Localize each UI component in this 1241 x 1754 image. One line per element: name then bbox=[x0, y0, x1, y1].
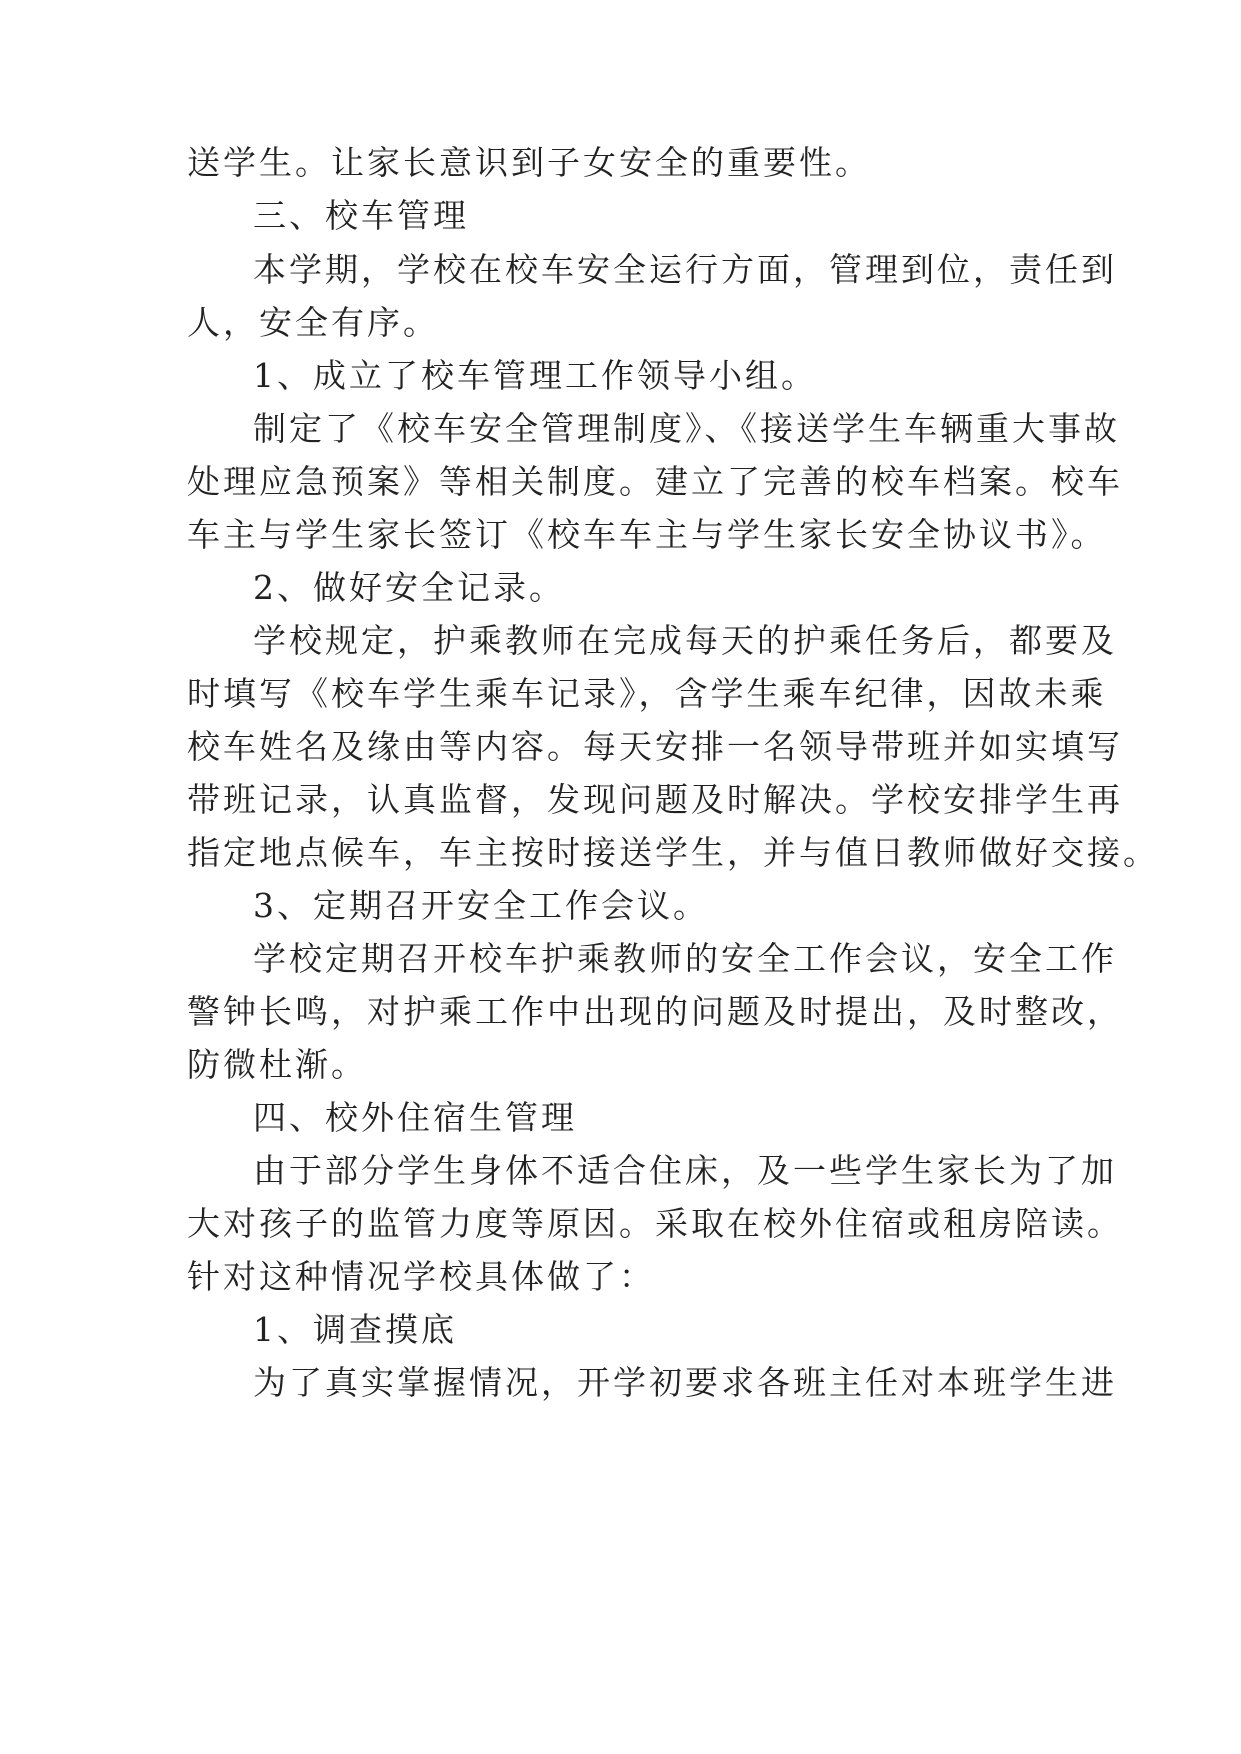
paragraph-line: 时填写《校车学生乘车记录》，含学生乘车纪律，因故未乘 bbox=[187, 674, 1107, 713]
paragraph-line: 本学期，学校在校车安全运行方面，管理到位，责任到 bbox=[253, 250, 1117, 289]
paragraph-line: 指定地点候车，车主按时接送学生，并与值日教师做好交接。 bbox=[187, 833, 1159, 872]
paragraph-line: 校车姓名及缘由等内容。每天安排一名领导带班并如实填写 bbox=[187, 727, 1123, 766]
paragraph-line: 为了真实掌握情况，开学初要求各班主任对本班学生进 bbox=[253, 1363, 1117, 1402]
paragraph-line: 警钟长鸣，对护乘工作中出现的问题及时提出，及时整改， bbox=[187, 992, 1123, 1031]
paragraph-line: 大对孩子的监管力度等原因。采取在校外住宿或租房陪读。 bbox=[187, 1204, 1123, 1243]
section-heading: 三、校车管理 bbox=[253, 196, 469, 235]
paragraph-line: 送学生。让家长意识到子女安全的重要性。 bbox=[187, 143, 871, 182]
subheading: 2、做好安全记录。 bbox=[253, 568, 565, 607]
paragraph-line: 人，安全有序。 bbox=[187, 303, 439, 342]
paragraph-line: 针对这种情况学校具体做了： bbox=[187, 1257, 655, 1296]
subheading: 1、调查摸底 bbox=[253, 1310, 457, 1349]
paragraph-line: 学校规定，护乘教师在完成每天的护乘任务后，都要及 bbox=[253, 621, 1117, 660]
paragraph-line: 学校定期召开校车护乘教师的安全工作会议，安全工作 bbox=[253, 939, 1117, 978]
subheading: 3、定期召开安全工作会议。 bbox=[253, 886, 709, 925]
section-heading: 四、校外住宿生管理 bbox=[253, 1098, 577, 1137]
subheading: 1、成立了校车管理工作领导小组。 bbox=[253, 356, 817, 395]
paragraph-line: 防微杜渐。 bbox=[187, 1045, 367, 1084]
paragraph-line: 带班记录，认真监督，发现问题及时解决。学校安排学生再 bbox=[187, 780, 1123, 819]
paragraph-line: 制定了《校车安全管理制度》、《接送学生车辆重大事故 bbox=[253, 409, 1120, 448]
paragraph-line: 车主与学生家长签订《校车车主与学生家长安全协议书》。 bbox=[187, 515, 1107, 554]
paragraph-line: 处理应急预案》等相关制度。建立了完善的校车档案。校车 bbox=[187, 462, 1123, 501]
paragraph-line: 由于部分学生身体不适合住床，及一些学生家长为了加 bbox=[253, 1151, 1117, 1190]
